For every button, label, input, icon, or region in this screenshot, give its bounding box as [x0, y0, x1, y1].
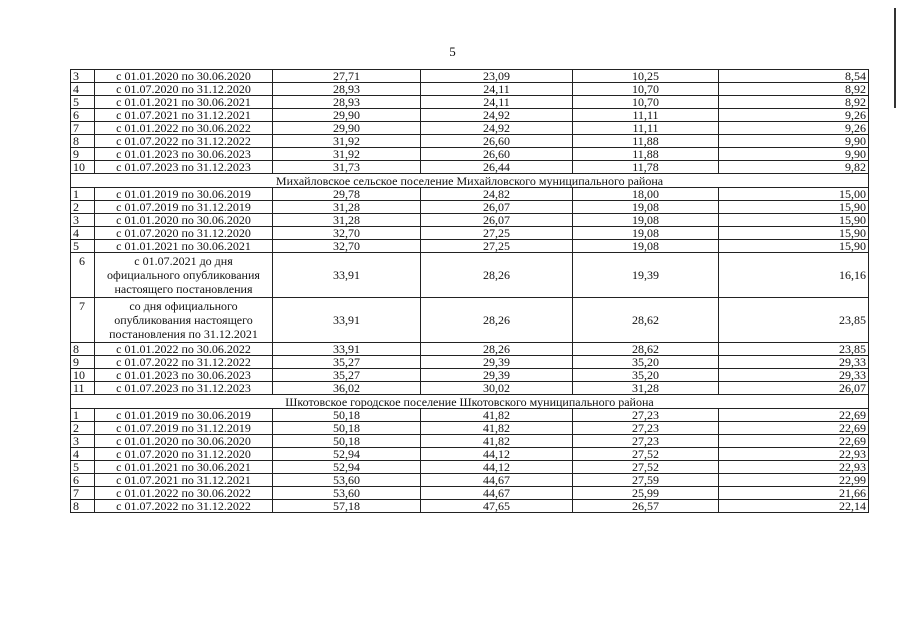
value-cell: 15,90: [719, 214, 869, 227]
period-cell: с 01.01.2021 по 30.06.2021: [95, 96, 273, 109]
row-number: 1: [71, 188, 95, 201]
value-cell: 9,26: [719, 109, 869, 122]
value-cell: 8,92: [719, 83, 869, 96]
value-cell: 44,12: [421, 448, 573, 461]
row-number: 6: [71, 474, 95, 487]
row-number: 8: [71, 135, 95, 148]
row-number: 7: [71, 122, 95, 135]
value-cell: 22,14: [719, 500, 869, 513]
row-number: 10: [71, 161, 95, 174]
value-cell: 21,66: [719, 487, 869, 500]
value-cell: 29,33: [719, 369, 869, 382]
value-cell: 35,20: [573, 356, 719, 369]
table-row: [71, 369, 869, 382]
value-cell: 35,27: [273, 369, 421, 382]
value-cell: 9,90: [719, 135, 869, 148]
value-cell: 28,62: [573, 343, 719, 356]
row-number: 1: [71, 409, 95, 422]
table-row: [71, 448, 869, 461]
page-number: 5: [449, 44, 456, 59]
value-cell: 15,90: [719, 201, 869, 214]
value-cell: 22,93: [719, 461, 869, 474]
row-number: 7: [71, 298, 95, 343]
period-cell: с 01.01.2023 по 30.06.2023: [95, 148, 273, 161]
table-row: [71, 474, 869, 487]
value-cell: 31,28: [573, 382, 719, 395]
value-cell: 57,18: [273, 500, 421, 513]
value-cell: 23,09: [421, 70, 573, 83]
row-number: 5: [71, 96, 95, 109]
value-cell: 22,69: [719, 422, 869, 435]
period-cell: с 01.01.2019 по 30.06.2019: [95, 188, 273, 201]
value-cell: 27,23: [573, 409, 719, 422]
period-cell: с 01.07.2020 по 31.12.2020: [95, 227, 273, 240]
table-row: [71, 135, 869, 148]
value-cell: 16,16: [719, 253, 869, 298]
value-cell: 15,00: [719, 188, 869, 201]
value-cell: 26,57: [573, 500, 719, 513]
section-header-row: [71, 174, 869, 188]
value-cell: 9,26: [719, 122, 869, 135]
value-cell: 24,11: [421, 96, 573, 109]
value-cell: 32,70: [273, 227, 421, 240]
tariff-table: [70, 69, 869, 513]
value-cell: 19,08: [573, 240, 719, 253]
table-row: [71, 409, 869, 422]
value-cell: 53,60: [273, 474, 421, 487]
margin-rule: [894, 8, 896, 108]
value-cell: 31,28: [273, 201, 421, 214]
value-cell: 29,90: [273, 109, 421, 122]
value-cell: 33,91: [273, 253, 421, 298]
value-cell: 27,59: [573, 474, 719, 487]
table-row: [71, 161, 869, 174]
value-cell: 19,08: [573, 201, 719, 214]
value-cell: 31,92: [273, 135, 421, 148]
table-row: [71, 122, 869, 135]
value-cell: 22,69: [719, 435, 869, 448]
value-cell: 11,11: [573, 109, 719, 122]
period-cell: с 01.01.2022 по 30.06.2022: [95, 487, 273, 500]
value-cell: 31,73: [273, 161, 421, 174]
value-cell: 47,65: [421, 500, 573, 513]
row-number: 9: [71, 148, 95, 161]
value-cell: 29,78: [273, 188, 421, 201]
value-cell: 27,52: [573, 461, 719, 474]
row-number: 5: [71, 240, 95, 253]
value-cell: 24,92: [421, 122, 573, 135]
section-header-row: [71, 395, 869, 409]
period-cell: с 01.07.2020 по 31.12.2020: [95, 83, 273, 96]
period-cell: с 01.01.2020 по 30.06.2020: [95, 214, 273, 227]
value-cell: 9,90: [719, 148, 869, 161]
row-number: 6: [71, 253, 95, 298]
value-cell: 22,93: [719, 448, 869, 461]
period-cell: с 01.01.2022 по 30.06.2022: [95, 122, 273, 135]
value-cell: 18,00: [573, 188, 719, 201]
value-cell: 44,12: [421, 461, 573, 474]
table-row: [71, 109, 869, 122]
table-row: [71, 356, 869, 369]
value-cell: 19,08: [573, 227, 719, 240]
value-cell: 19,39: [573, 253, 719, 298]
value-cell: 15,90: [719, 240, 869, 253]
value-cell: 53,60: [273, 487, 421, 500]
value-cell: 41,82: [421, 435, 573, 448]
row-number: 4: [71, 227, 95, 240]
table-row: [71, 96, 869, 109]
period-cell: с 01.07.2019 по 31.12.2019: [95, 201, 273, 214]
value-cell: 50,18: [273, 409, 421, 422]
value-cell: 28,93: [273, 83, 421, 96]
row-number: 8: [71, 343, 95, 356]
period-cell: с 01.01.2021 по 30.06.2021: [95, 461, 273, 474]
period-cell: с 01.07.2022 по 31.12.2022: [95, 356, 273, 369]
table-row: [71, 227, 869, 240]
value-cell: 27,23: [573, 422, 719, 435]
table-row: [71, 148, 869, 161]
value-cell: 35,27: [273, 356, 421, 369]
value-cell: 10,70: [573, 83, 719, 96]
row-number: 2: [71, 201, 95, 214]
table-row: [71, 382, 869, 395]
value-cell: 8,92: [719, 96, 869, 109]
value-cell: 29,39: [421, 369, 573, 382]
value-cell: 10,25: [573, 70, 719, 83]
table-row: [71, 422, 869, 435]
value-cell: 23,85: [719, 343, 869, 356]
table-row: [71, 343, 869, 356]
period-cell: с 01.01.2021 по 30.06.2021: [95, 240, 273, 253]
value-cell: 28,26: [421, 253, 573, 298]
value-cell: 23,85: [719, 298, 869, 343]
value-cell: 31,92: [273, 148, 421, 161]
period-cell: с 01.07.2022 по 31.12.2022: [95, 135, 273, 148]
value-cell: 29,33: [719, 356, 869, 369]
section-title: Шкотовское городское поселение Шкотовского муниципального района: [71, 395, 869, 409]
row-number: 4: [71, 83, 95, 96]
row-number: 3: [71, 435, 95, 448]
value-cell: 30,02: [421, 382, 573, 395]
value-cell: 24,92: [421, 109, 573, 122]
value-cell: 44,67: [421, 487, 573, 500]
table-row: [71, 201, 869, 214]
section-title: Михайловское сельское поселение Михайловского муниципального района: [71, 174, 869, 188]
value-cell: 15,90: [719, 227, 869, 240]
value-cell: 27,25: [421, 227, 573, 240]
period-cell: с 01.01.2023 по 30.06.2023: [95, 369, 273, 382]
value-cell: 29,39: [421, 356, 573, 369]
value-cell: 50,18: [273, 435, 421, 448]
value-cell: 44,67: [421, 474, 573, 487]
row-number: 11: [71, 382, 95, 395]
period-cell: с 01.07.2021 до дня официального опубликования настоящего постановления: [95, 253, 273, 298]
table-row: [71, 214, 869, 227]
tariff-table-body: [71, 70, 869, 513]
value-cell: 11,88: [573, 148, 719, 161]
table-row: [71, 83, 869, 96]
table-row: [71, 487, 869, 500]
row-number: 3: [71, 70, 95, 83]
value-cell: 11,11: [573, 122, 719, 135]
table-row: [71, 240, 869, 253]
value-cell: 33,91: [273, 343, 421, 356]
value-cell: 52,94: [273, 448, 421, 461]
value-cell: 26,60: [421, 148, 573, 161]
value-cell: 25,99: [573, 487, 719, 500]
period-cell: со дня официального опубликования настоящего постановления по 31.12.2021: [95, 298, 273, 343]
value-cell: 26,44: [421, 161, 573, 174]
value-cell: 27,71: [273, 70, 421, 83]
row-number: 7: [71, 487, 95, 500]
value-cell: 11,88: [573, 135, 719, 148]
value-cell: 22,99: [719, 474, 869, 487]
value-cell: 52,94: [273, 461, 421, 474]
period-cell: с 01.01.2022 по 30.06.2022: [95, 343, 273, 356]
period-cell: с 01.07.2023 по 31.12.2023: [95, 382, 273, 395]
row-number: 6: [71, 109, 95, 122]
value-cell: 27,25: [421, 240, 573, 253]
value-cell: 31,28: [273, 214, 421, 227]
row-number: 2: [71, 422, 95, 435]
period-cell: с 01.01.2019 по 30.06.2019: [95, 409, 273, 422]
value-cell: 26,07: [421, 214, 573, 227]
row-number: 3: [71, 214, 95, 227]
value-cell: 19,08: [573, 214, 719, 227]
period-cell: с 01.07.2022 по 31.12.2022: [95, 500, 273, 513]
value-cell: 35,20: [573, 369, 719, 382]
table-row: [71, 253, 869, 298]
value-cell: 41,82: [421, 422, 573, 435]
period-cell: с 01.07.2021 по 31.12.2021: [95, 474, 273, 487]
period-cell: с 01.01.2020 по 30.06.2020: [95, 435, 273, 448]
value-cell: 26,07: [421, 201, 573, 214]
period-cell: с 01.07.2019 по 31.12.2019: [95, 422, 273, 435]
table-row: [71, 70, 869, 83]
row-number: 9: [71, 356, 95, 369]
value-cell: 26,60: [421, 135, 573, 148]
value-cell: 27,23: [573, 435, 719, 448]
table-row: [71, 461, 869, 474]
value-cell: 8,54: [719, 70, 869, 83]
value-cell: 28,62: [573, 298, 719, 343]
value-cell: 24,11: [421, 83, 573, 96]
row-number: 5: [71, 461, 95, 474]
table-row: [71, 188, 869, 201]
value-cell: 28,93: [273, 96, 421, 109]
row-number: 10: [71, 369, 95, 382]
value-cell: 32,70: [273, 240, 421, 253]
value-cell: 50,18: [273, 422, 421, 435]
value-cell: 9,82: [719, 161, 869, 174]
value-cell: 41,82: [421, 409, 573, 422]
value-cell: 11,78: [573, 161, 719, 174]
period-cell: с 01.07.2023 по 31.12.2023: [95, 161, 273, 174]
row-number: 4: [71, 448, 95, 461]
value-cell: 10,70: [573, 96, 719, 109]
value-cell: 28,26: [421, 298, 573, 343]
value-cell: 36,02: [273, 382, 421, 395]
value-cell: 29,90: [273, 122, 421, 135]
value-cell: 28,26: [421, 343, 573, 356]
period-cell: с 01.07.2021 по 31.12.2021: [95, 109, 273, 122]
table-row: [71, 435, 869, 448]
table-row: [71, 500, 869, 513]
value-cell: 33,91: [273, 298, 421, 343]
value-cell: 24,82: [421, 188, 573, 201]
period-cell: с 01.01.2020 по 30.06.2020: [95, 70, 273, 83]
value-cell: 27,52: [573, 448, 719, 461]
table-row: [71, 298, 869, 343]
value-cell: 22,69: [719, 409, 869, 422]
row-number: 8: [71, 500, 95, 513]
value-cell: 26,07: [719, 382, 869, 395]
period-cell: с 01.07.2020 по 31.12.2020: [95, 448, 273, 461]
